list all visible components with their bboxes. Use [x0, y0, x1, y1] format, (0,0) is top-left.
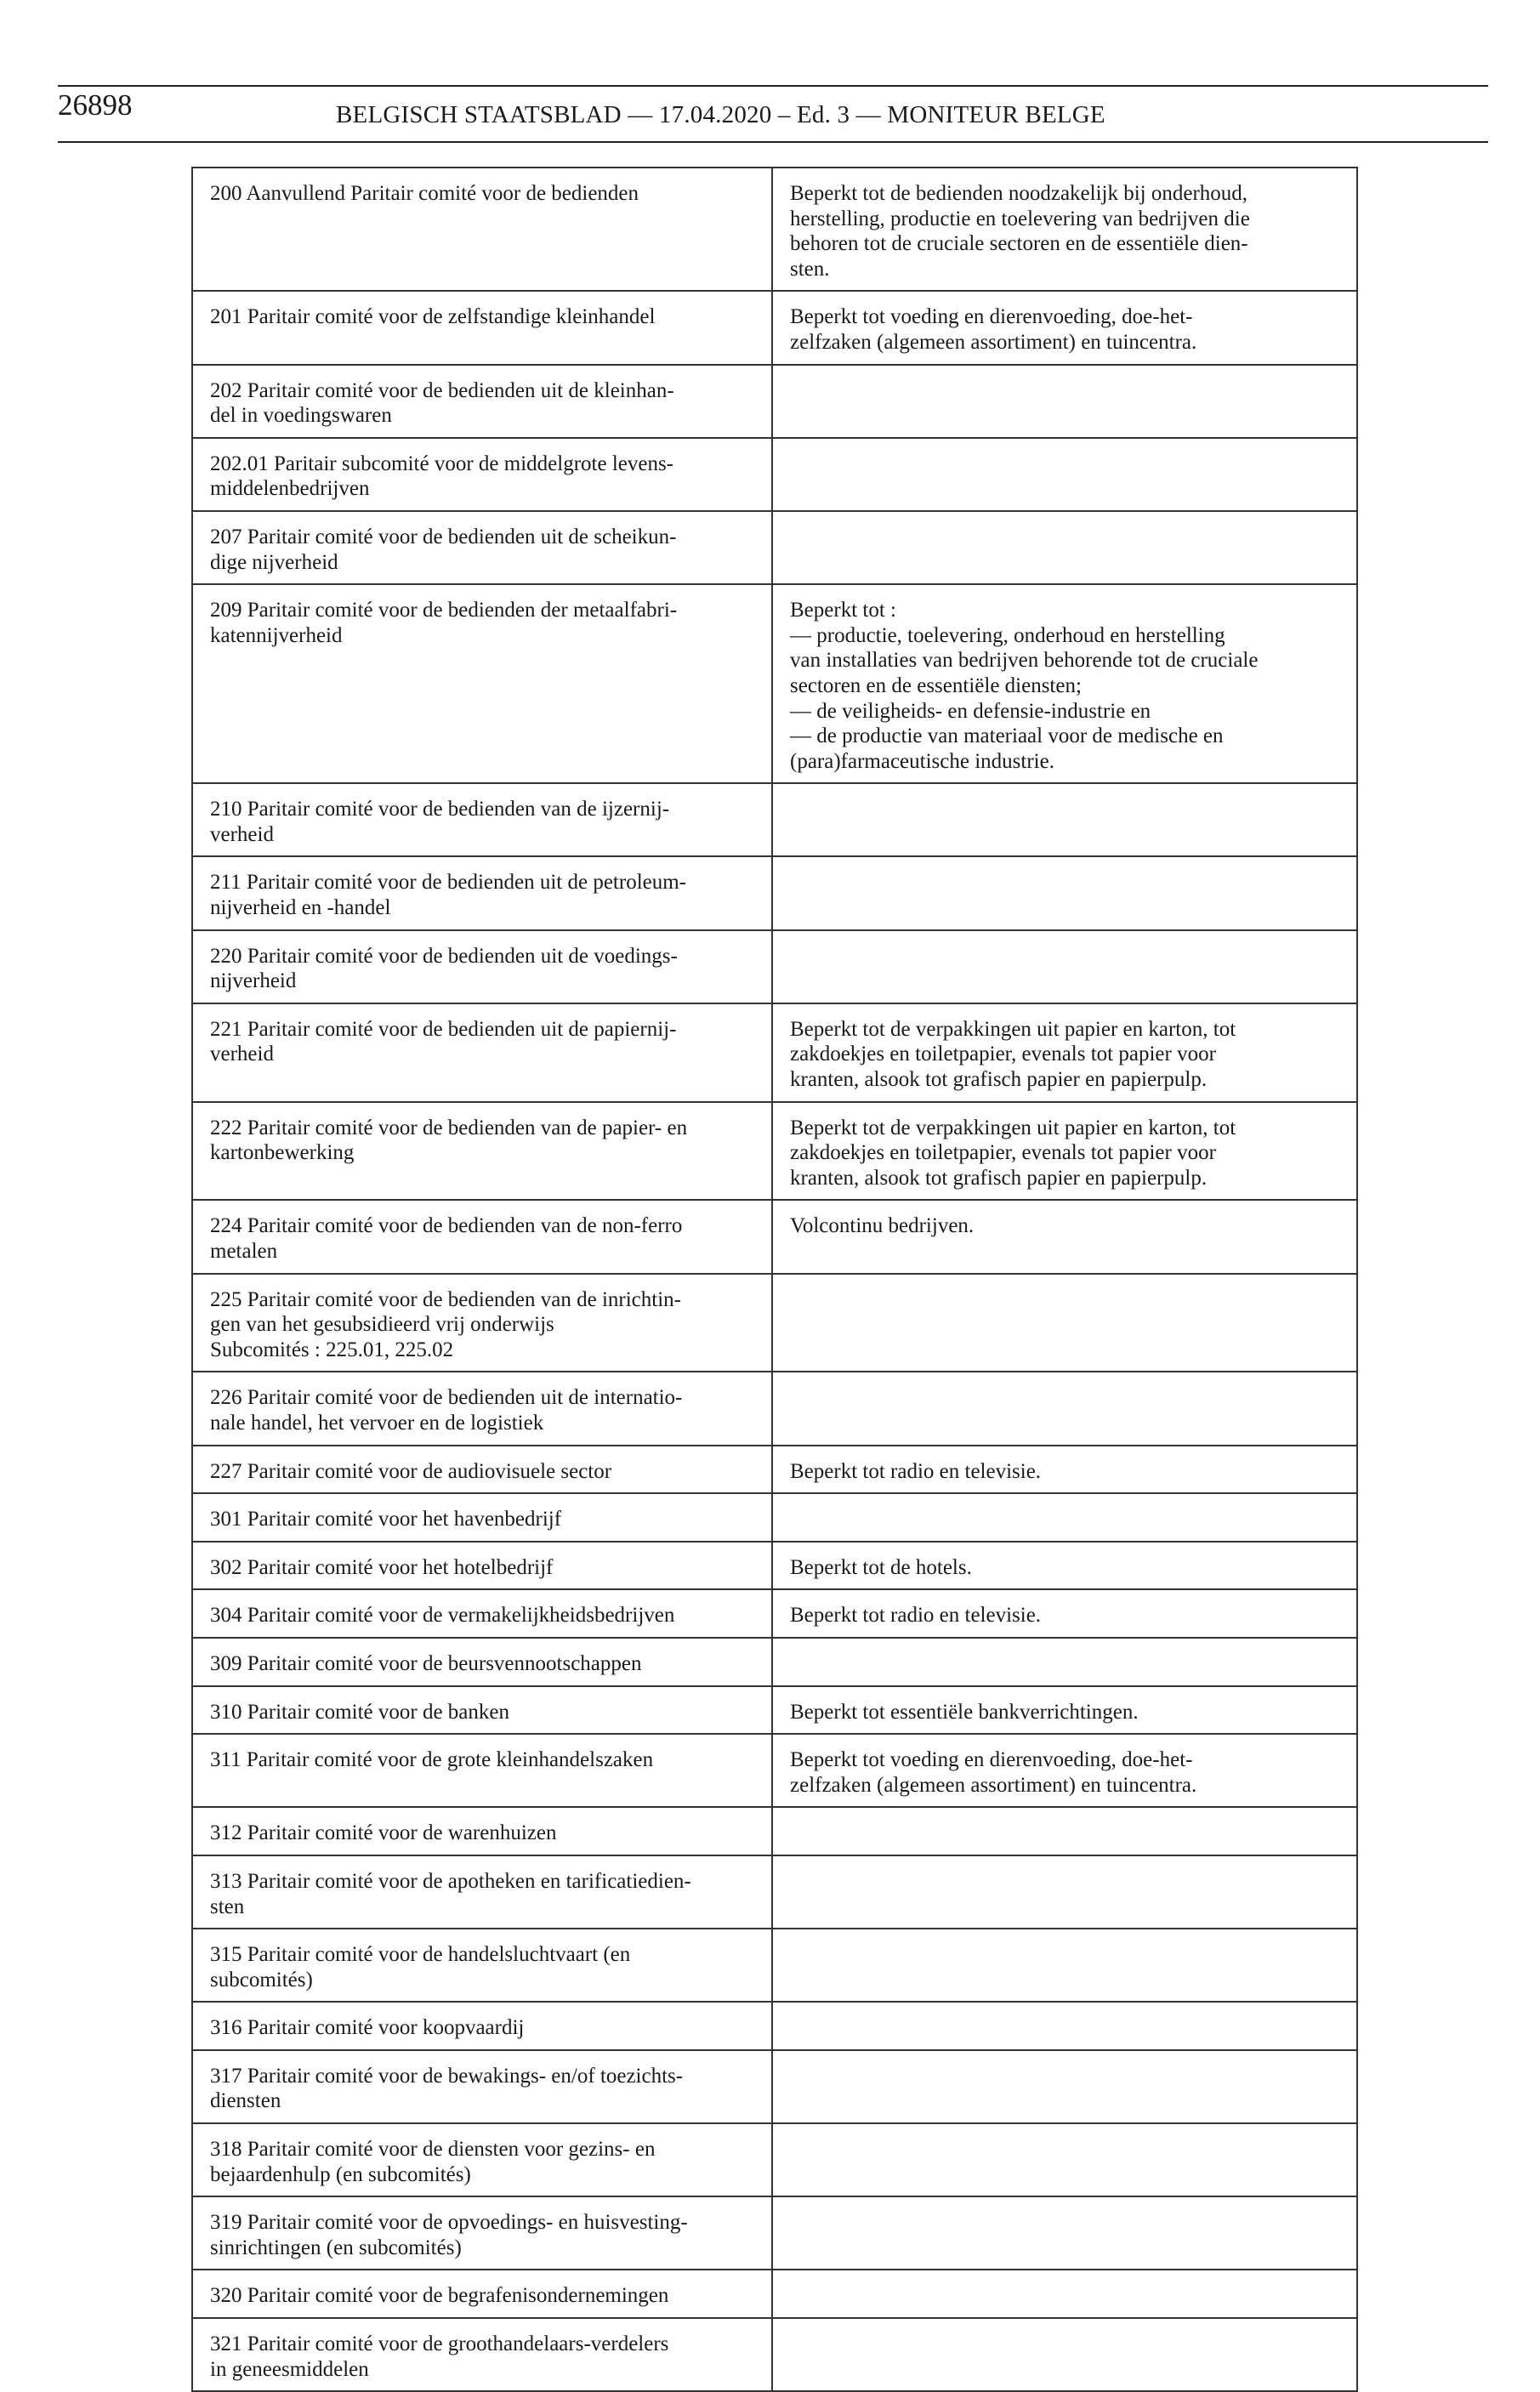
table-row: [192, 168, 1357, 291]
committee-cell: [192, 1929, 772, 2002]
table-row: [192, 2318, 1357, 2391]
scope-cell: [772, 511, 1357, 584]
scope-cell: [772, 1274, 1357, 1372]
committee-line: 201 Paritair comité voor de zelfstandige kleinhandel: [210, 305, 656, 329]
page-number: 26898: [58, 88, 133, 122]
committee-cell: [192, 2050, 772, 2123]
header-rule-top: [58, 85, 1488, 87]
scope-line: Beperkt tot de bedienden noodzakelijk bij onderhoud,: [790, 182, 1248, 205]
scope-line: behoren tot de cruciale sectoren en de essentiële dien-: [790, 232, 1248, 256]
scope-cell: [772, 1446, 1357, 1494]
committee-line: 301 Paritair comité voor het havenbedrijf: [210, 1508, 562, 1531]
committee-line: 309 Paritair comité voor de beursvennootschappen: [210, 1651, 642, 1675]
committee-line: 319 Paritair comité voor de opvoedings- en huisvesting-: [210, 2211, 688, 2235]
committee-line: 321 Paritair comité voor de groothandelaars-verdelers: [210, 2332, 669, 2356]
committee-cell: [192, 1542, 772, 1590]
committee-line: metalen: [210, 1240, 278, 1263]
table-row: [192, 2123, 1357, 2196]
table-row: [192, 1542, 1357, 1590]
committee-line: 221 Paritair comité voor de bedienden uit de papiernij-: [210, 1017, 677, 1041]
committee-line: del in voedingswaren: [210, 404, 392, 428]
table-row: [192, 1493, 1357, 1542]
committee-line: 227 Paritair comité voor de audiovisuele sector: [210, 1459, 612, 1483]
committee-cell: [192, 2002, 772, 2050]
committee-line: 318 Paritair comité voor de diensten voor gezins- en: [210, 2138, 656, 2162]
scope-cell: [772, 856, 1357, 929]
scope-line: Beperkt tot de verpakkingen uit papier en karton, tot: [790, 1017, 1236, 1041]
committee-line: nijverheid en -handel: [210, 896, 391, 920]
scope-line: (para)farmaceutische industrie.: [790, 749, 1054, 773]
committee-cell: [192, 1589, 772, 1638]
committee-cell: [192, 2270, 772, 2318]
table-row: [192, 1929, 1357, 2002]
committee-cell: [192, 2196, 772, 2270]
committee-line: 311 Paritair comité voor de grote kleinhandelszaken: [210, 1748, 654, 1772]
committee-table-body: [192, 168, 1357, 2391]
committee-cell: [192, 2318, 772, 2391]
committee-line: 207 Paritair comité voor de bedienden uit de scheikun-: [210, 525, 677, 548]
table-row: [192, 1446, 1357, 1494]
scope-cell: [772, 1102, 1357, 1201]
committee-cell: [192, 168, 772, 291]
scope-line: herstelling, productie en toelevering van bedrijven die: [790, 207, 1250, 230]
table-row: [192, 1589, 1357, 1638]
scope-line: sectoren en de essentiële diensten;: [790, 673, 1082, 697]
committee-cell: [192, 856, 772, 929]
scope-line: zelfzaken (algemeen assortiment) en tuincentra.: [790, 1773, 1197, 1797]
committee-cell: [192, 291, 772, 364]
table-row: [192, 1855, 1357, 1929]
committee-line: nijverheid: [210, 969, 297, 993]
scope-line: — productie, toelevering, onderhoud en herstelling: [790, 623, 1225, 647]
table-row: [192, 1274, 1357, 1372]
scope-line: — de veiligheids- en defensie-industrie en: [790, 699, 1151, 723]
committee-line: 302 Paritair comité voor het hotelbedrijf: [210, 1555, 554, 1579]
committee-cell: [192, 1274, 772, 1372]
scope-cell: [772, 1003, 1357, 1102]
committee-cell: [192, 1638, 772, 1686]
committee-line: 220 Paritair comité voor de bedienden uit de voedings-: [210, 944, 678, 968]
committee-line: 304 Paritair comité voor de vermakelijkheidsbedrijven: [210, 1604, 675, 1628]
committee-line: 202 Paritair comité voor de bedienden uit de kleinhan-: [210, 378, 674, 402]
committee-line: 226 Paritair comité voor de bedienden uit de internatio-: [210, 1386, 683, 1410]
committee-line: 315 Paritair comité voor de handelsluchtvaart (en: [210, 1943, 631, 1967]
table-row: [192, 2270, 1357, 2318]
committee-cell: [192, 584, 772, 783]
scope-cell: [772, 1638, 1357, 1686]
committee-line: 224 Paritair comité voor de bedienden van de non-ferro: [210, 1214, 683, 1238]
committee-line: diensten: [210, 2089, 281, 2113]
committee-cell: [192, 1003, 772, 1102]
scope-cell: [772, 2123, 1357, 2196]
committee-table: [191, 167, 1358, 2392]
scope-line: Beperkt tot radio en televisie.: [790, 1459, 1042, 1483]
scope-line: zakdoekjes en toiletpapier, evenals tot papier voor: [790, 1043, 1216, 1066]
scope-cell: [772, 584, 1357, 783]
table-row: [192, 1638, 1357, 1686]
scope-cell: [772, 168, 1357, 291]
committee-line: nale handel, het vervoer en de logistiek: [210, 1411, 544, 1435]
scope-cell: [772, 438, 1357, 511]
scope-cell: [772, 1807, 1357, 1855]
committee-line: 222 Paritair comité voor de bedienden van de papier- en: [210, 1116, 688, 1139]
table-row: [192, 1372, 1357, 1445]
scope-line: Volcontinu bedrijven.: [790, 1214, 975, 1238]
table-row: [192, 783, 1357, 856]
scope-line: van installaties van bedrijven behorende tot de cruciale: [790, 649, 1259, 673]
scope-line: zakdoekjes en toiletpapier, evenals tot papier voor: [790, 1141, 1216, 1165]
scope-cell: [772, 1929, 1357, 2002]
committee-line: verheid: [210, 1043, 274, 1066]
scope-line: Beperkt tot :: [790, 599, 896, 622]
table-row: [192, 1200, 1357, 1273]
committee-line: 310 Paritair comité voor de banken: [210, 1700, 509, 1724]
scope-line: kranten, alsook tot grafisch papier en papierpulp.: [790, 1068, 1208, 1092]
scope-line: Beperkt tot radio en televisie.: [790, 1604, 1042, 1628]
table-row: [192, 2050, 1357, 2123]
scope-line: Beperkt tot voeding en dierenvoeding, doe-het-: [790, 1748, 1193, 1772]
table-row: [192, 584, 1357, 783]
committee-line: Subcomités : 225.01, 225.02: [210, 1338, 454, 1361]
scope-cell: [772, 1542, 1357, 1590]
table-row: [192, 1734, 1357, 1807]
scope-cell: [772, 1200, 1357, 1273]
scope-cell: [772, 930, 1357, 1003]
committee-line: middelenbedrijven: [210, 477, 370, 501]
scope-line: Beperkt tot de verpakkingen uit papier en karton, tot: [790, 1116, 1236, 1139]
committee-line: 320 Paritair comité voor de begrafenisondernemingen: [210, 2284, 669, 2308]
committee-line: 313 Paritair comité voor de apotheken en tarificatiedien-: [210, 1869, 691, 1893]
committee-line: 225 Paritair comité voor de bedienden van de inrichtin-: [210, 1287, 681, 1311]
committee-cell: [192, 1200, 772, 1273]
table-row: [192, 511, 1357, 584]
table-row: [192, 856, 1357, 929]
scope-cell: [772, 2050, 1357, 2123]
committee-line: 200 Aanvullend Paritair comité voor de bedienden: [210, 182, 639, 205]
committee-cell: [192, 1493, 772, 1542]
committee-cell: [192, 365, 772, 438]
committee-line: 210 Paritair comité voor de bedienden van de ijzernij-: [210, 798, 670, 821]
scope-cell: [772, 1855, 1357, 1929]
table-row: [192, 291, 1357, 364]
header-rule-bottom: [58, 141, 1488, 143]
scope-cell: [772, 2270, 1357, 2318]
committee-line: dige nijverheid: [210, 550, 338, 574]
committee-cell: [192, 783, 772, 856]
committee-cell: [192, 511, 772, 584]
committee-cell: [192, 930, 772, 1003]
committee-line: sten: [210, 1895, 245, 1918]
committee-line: gen van het gesubsidieerd vrij onderwijs: [210, 1313, 554, 1337]
committee-cell: [192, 438, 772, 511]
scope-line: kranten, alsook tot grafisch papier en papierpulp.: [790, 1166, 1208, 1190]
table-row: [192, 930, 1357, 1003]
committee-line: 202.01 Paritair subcomité voor de middelgrote levens-: [210, 452, 674, 475]
committee-line: in geneesmiddelen: [210, 2357, 369, 2381]
committee-cell: [192, 1686, 772, 1735]
committee-line: bejaardenhulp (en subcomités): [210, 2162, 471, 2186]
scope-line: Beperkt tot voeding en dierenvoeding, doe-het-: [790, 305, 1193, 329]
committee-cell: [192, 1734, 772, 1807]
committee-line: 209 Paritair comité voor de bedienden der metaalfabri-: [210, 599, 678, 622]
committee-line: 316 Paritair comité voor koopvaardij: [210, 2016, 525, 2040]
scope-cell: [772, 1734, 1357, 1807]
committee-line: 317 Paritair comité voor de bewakings- en/of toezichts-: [210, 2064, 684, 2088]
table-row: [192, 365, 1357, 438]
committee-line: katennijverheid: [210, 623, 343, 647]
committee-line: verheid: [210, 822, 274, 846]
committee-line: kartonbewerking: [210, 1141, 355, 1165]
table-row: [192, 2196, 1357, 2270]
scope-cell: [772, 1493, 1357, 1542]
scope-cell: [772, 2002, 1357, 2050]
scope-cell: [772, 1589, 1357, 1638]
committee-cell: [192, 2123, 772, 2196]
table-row: [192, 2002, 1357, 2050]
scope-line: zelfzaken (algemeen assortiment) en tuincentra.: [790, 330, 1197, 354]
committee-line: 211 Paritair comité voor de bedienden uit de petroleum-: [210, 871, 687, 895]
scope-cell: [772, 783, 1357, 856]
committee-line: sinrichtingen (en subcomités): [210, 2236, 462, 2259]
header-title: BELGISCH STAATSBLAD — 17.04.2020 – Ed. 3 — MONITEUR BELGE: [336, 101, 1105, 128]
scope-cell: [772, 365, 1357, 438]
table-row: [192, 1003, 1357, 1102]
scope-cell: [772, 1686, 1357, 1735]
table-row: [192, 1807, 1357, 1855]
committee-cell: [192, 1102, 772, 1201]
committee-line: 312 Paritair comité voor de warenhuizen: [210, 1821, 557, 1845]
committee-cell: [192, 1372, 772, 1445]
scope-line: sten.: [790, 257, 830, 281]
scope-cell: [772, 291, 1357, 364]
committee-cell: [192, 1446, 772, 1494]
table-row: [192, 1102, 1357, 1201]
committee-cell: [192, 1807, 772, 1855]
committee-line: subcomités): [210, 1968, 313, 1991]
scope-line: — de productie van materiaal voor de medische en: [790, 724, 1224, 748]
table-row: [192, 438, 1357, 511]
scope-line: Beperkt tot essentiële bankverrichtingen.: [790, 1700, 1139, 1724]
scope-cell: [772, 1372, 1357, 1445]
scope-line: Beperkt tot de hotels.: [790, 1555, 972, 1579]
scope-cell: [772, 2318, 1357, 2391]
scope-cell: [772, 2196, 1357, 2270]
committee-cell: [192, 1855, 772, 1929]
table-row: [192, 1686, 1357, 1735]
